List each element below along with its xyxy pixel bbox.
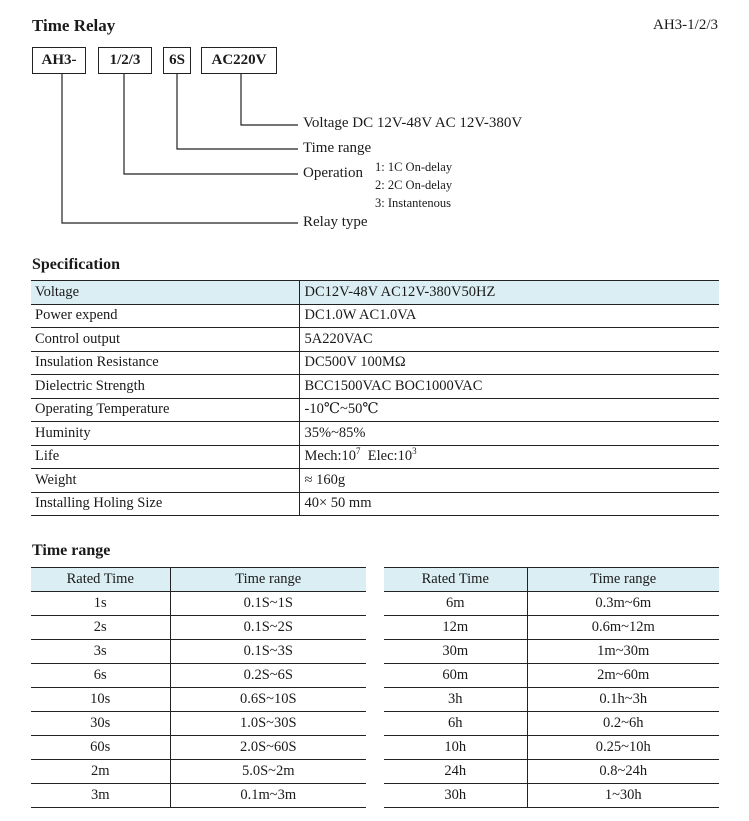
operation-option-3: 3: Instantenous [375, 196, 452, 210]
column-header-rated-time: Rated Time [31, 568, 170, 592]
spec-value-life [299, 445, 719, 469]
table-row [31, 784, 366, 808]
operation-option-2: 2: 2C On-delay [375, 178, 453, 192]
rated-time-cell: 3h [384, 688, 527, 712]
rated-time-cell: 3s [31, 640, 170, 664]
rated-time-cell: 6h [384, 712, 527, 736]
spec-value: 40× 50 mm [299, 492, 719, 516]
time-range-cell: 0.1S~3S [170, 640, 366, 664]
code-box-voltage: AC220V [201, 47, 277, 74]
spec-label: Control output [31, 328, 299, 352]
life-elec: Elec:10 [367, 448, 413, 465]
table-row [384, 616, 719, 640]
spec-value: DC500V 100MΩ [299, 351, 719, 375]
column-header-time-range: Time range [170, 568, 366, 592]
specification-heading: Specification [32, 256, 120, 273]
rated-time-cell: 1s [31, 592, 170, 616]
spec-value: BCC1500VAC BOC1000VAC [299, 375, 719, 399]
rated-time-cell: 60m [384, 664, 527, 688]
rated-time-cell: 60s [31, 736, 170, 760]
table-row [31, 328, 719, 352]
model-number: AH3-1/2/3 [653, 17, 718, 33]
table-row [31, 736, 366, 760]
rated-time-cell: 10s [31, 688, 170, 712]
table-row [31, 351, 719, 375]
time-range-heading: Time range [32, 542, 111, 559]
rated-time-cell: 3m [31, 784, 170, 808]
rated-time-cell: 6s [31, 664, 170, 688]
life-mech-exponent: 7 [356, 446, 361, 457]
spec-value: DC1.0W AC1.0VA [299, 304, 719, 328]
table-row [31, 712, 366, 736]
time-range-table-left [31, 567, 366, 808]
rated-time-cell: 10h [384, 736, 527, 760]
table-row [31, 492, 719, 516]
table-row [384, 760, 719, 784]
time-range-cell: 0.1m~3m [170, 784, 366, 808]
spec-label: Installing Holing Size [31, 492, 299, 516]
rated-time-cell: 12m [384, 616, 527, 640]
code-box-series: AH3- [32, 47, 86, 74]
spec-label: Voltage [31, 281, 299, 305]
table-row [384, 664, 719, 688]
rated-time-cell: 6m [384, 592, 527, 616]
spec-label: Operating Temperature [31, 398, 299, 422]
table-row [31, 664, 366, 688]
time-range-label: Time range [303, 140, 372, 156]
rated-time-cell: 2m [31, 760, 170, 784]
time-range-right-body [384, 592, 719, 808]
time-range-cell: 5.0S~2m [170, 760, 366, 784]
time-range-cell: 0.8~24h [527, 760, 719, 784]
time-range-cell: 0.2S~6S [170, 664, 366, 688]
table-row [31, 422, 719, 446]
spec-value: 5A220VAC [299, 328, 719, 352]
spec-label: Huminity [31, 422, 299, 446]
operation-option-1: 1: 1C On-delay [375, 160, 453, 174]
life-mech: Mech:10 [304, 448, 357, 465]
table-row [31, 445, 719, 469]
time-range-cell: 0.1h~3h [527, 688, 719, 712]
spec-label: Power expend [31, 304, 299, 328]
table-row [31, 375, 719, 399]
column-header-time-range: Time range [527, 568, 719, 592]
table-row [384, 736, 719, 760]
spec-value: DC12V-48V AC12V-380V50HZ [299, 281, 719, 305]
rated-time-cell: 30h [384, 784, 527, 808]
voltage-label: Voltage DC 12V-48V AC 12V-380V [303, 115, 523, 131]
spec-value: -10℃~50℃ [299, 398, 719, 422]
time-range-cell: 0.3m~6m [527, 592, 719, 616]
time-range-cell: 0.6S~10S [170, 688, 366, 712]
table-row [384, 592, 719, 616]
table-row [31, 616, 366, 640]
table-row [31, 592, 366, 616]
table-row [31, 304, 719, 328]
spec-label: Insulation Resistance [31, 351, 299, 375]
spec-value: ≈ 160g [299, 469, 719, 493]
time-range-cell: 1m~30m [527, 640, 719, 664]
time-range-cell: 0.1S~1S [170, 592, 366, 616]
operation-label: Operation [303, 165, 363, 181]
time-range-cell: 0.1S~2S [170, 616, 366, 640]
rated-time-cell: 30m [384, 640, 527, 664]
table-row [384, 688, 719, 712]
column-header-rated-time: Rated Time [384, 568, 527, 592]
time-range-cell: 1.0S~30S [170, 712, 366, 736]
time-range-cell: 2m~60m [527, 664, 719, 688]
table-row [31, 688, 366, 712]
spec-label: Weight [31, 469, 299, 493]
table-row [31, 640, 366, 664]
time-range-cell: 1~30h [527, 784, 719, 808]
time-range-cell: 2.0S~60S [170, 736, 366, 760]
life-elec-exponent: 3 [412, 446, 417, 457]
time-range-cell: 0.25~10h [527, 736, 719, 760]
page-title: Time Relay [32, 16, 116, 35]
table-row [31, 398, 719, 422]
time-range-cell: 0.2~6h [527, 712, 719, 736]
spec-label: Life [31, 445, 299, 469]
table-row [31, 281, 719, 305]
table-row [384, 640, 719, 664]
time-range-left-body [31, 592, 366, 808]
time-range-table-right [384, 567, 719, 808]
rated-time-cell: 30s [31, 712, 170, 736]
table-header-row [31, 568, 366, 592]
table-header-row [384, 568, 719, 592]
rated-time-cell: 2s [31, 616, 170, 640]
table-row [384, 784, 719, 808]
rated-time-cell: 24h [384, 760, 527, 784]
table-row [384, 712, 719, 736]
relay-type-label: Relay type [303, 214, 368, 230]
table-row [31, 469, 719, 493]
time-range-cell: 0.6m~12m [527, 616, 719, 640]
code-box-operation: 1/2/3 [98, 47, 152, 74]
spec-label: Dielectric Strength [31, 375, 299, 399]
table-row [31, 760, 366, 784]
specification-table [31, 280, 719, 516]
spec-value: 35%~85% [299, 422, 719, 446]
code-box-time-range: 6S [163, 47, 191, 74]
